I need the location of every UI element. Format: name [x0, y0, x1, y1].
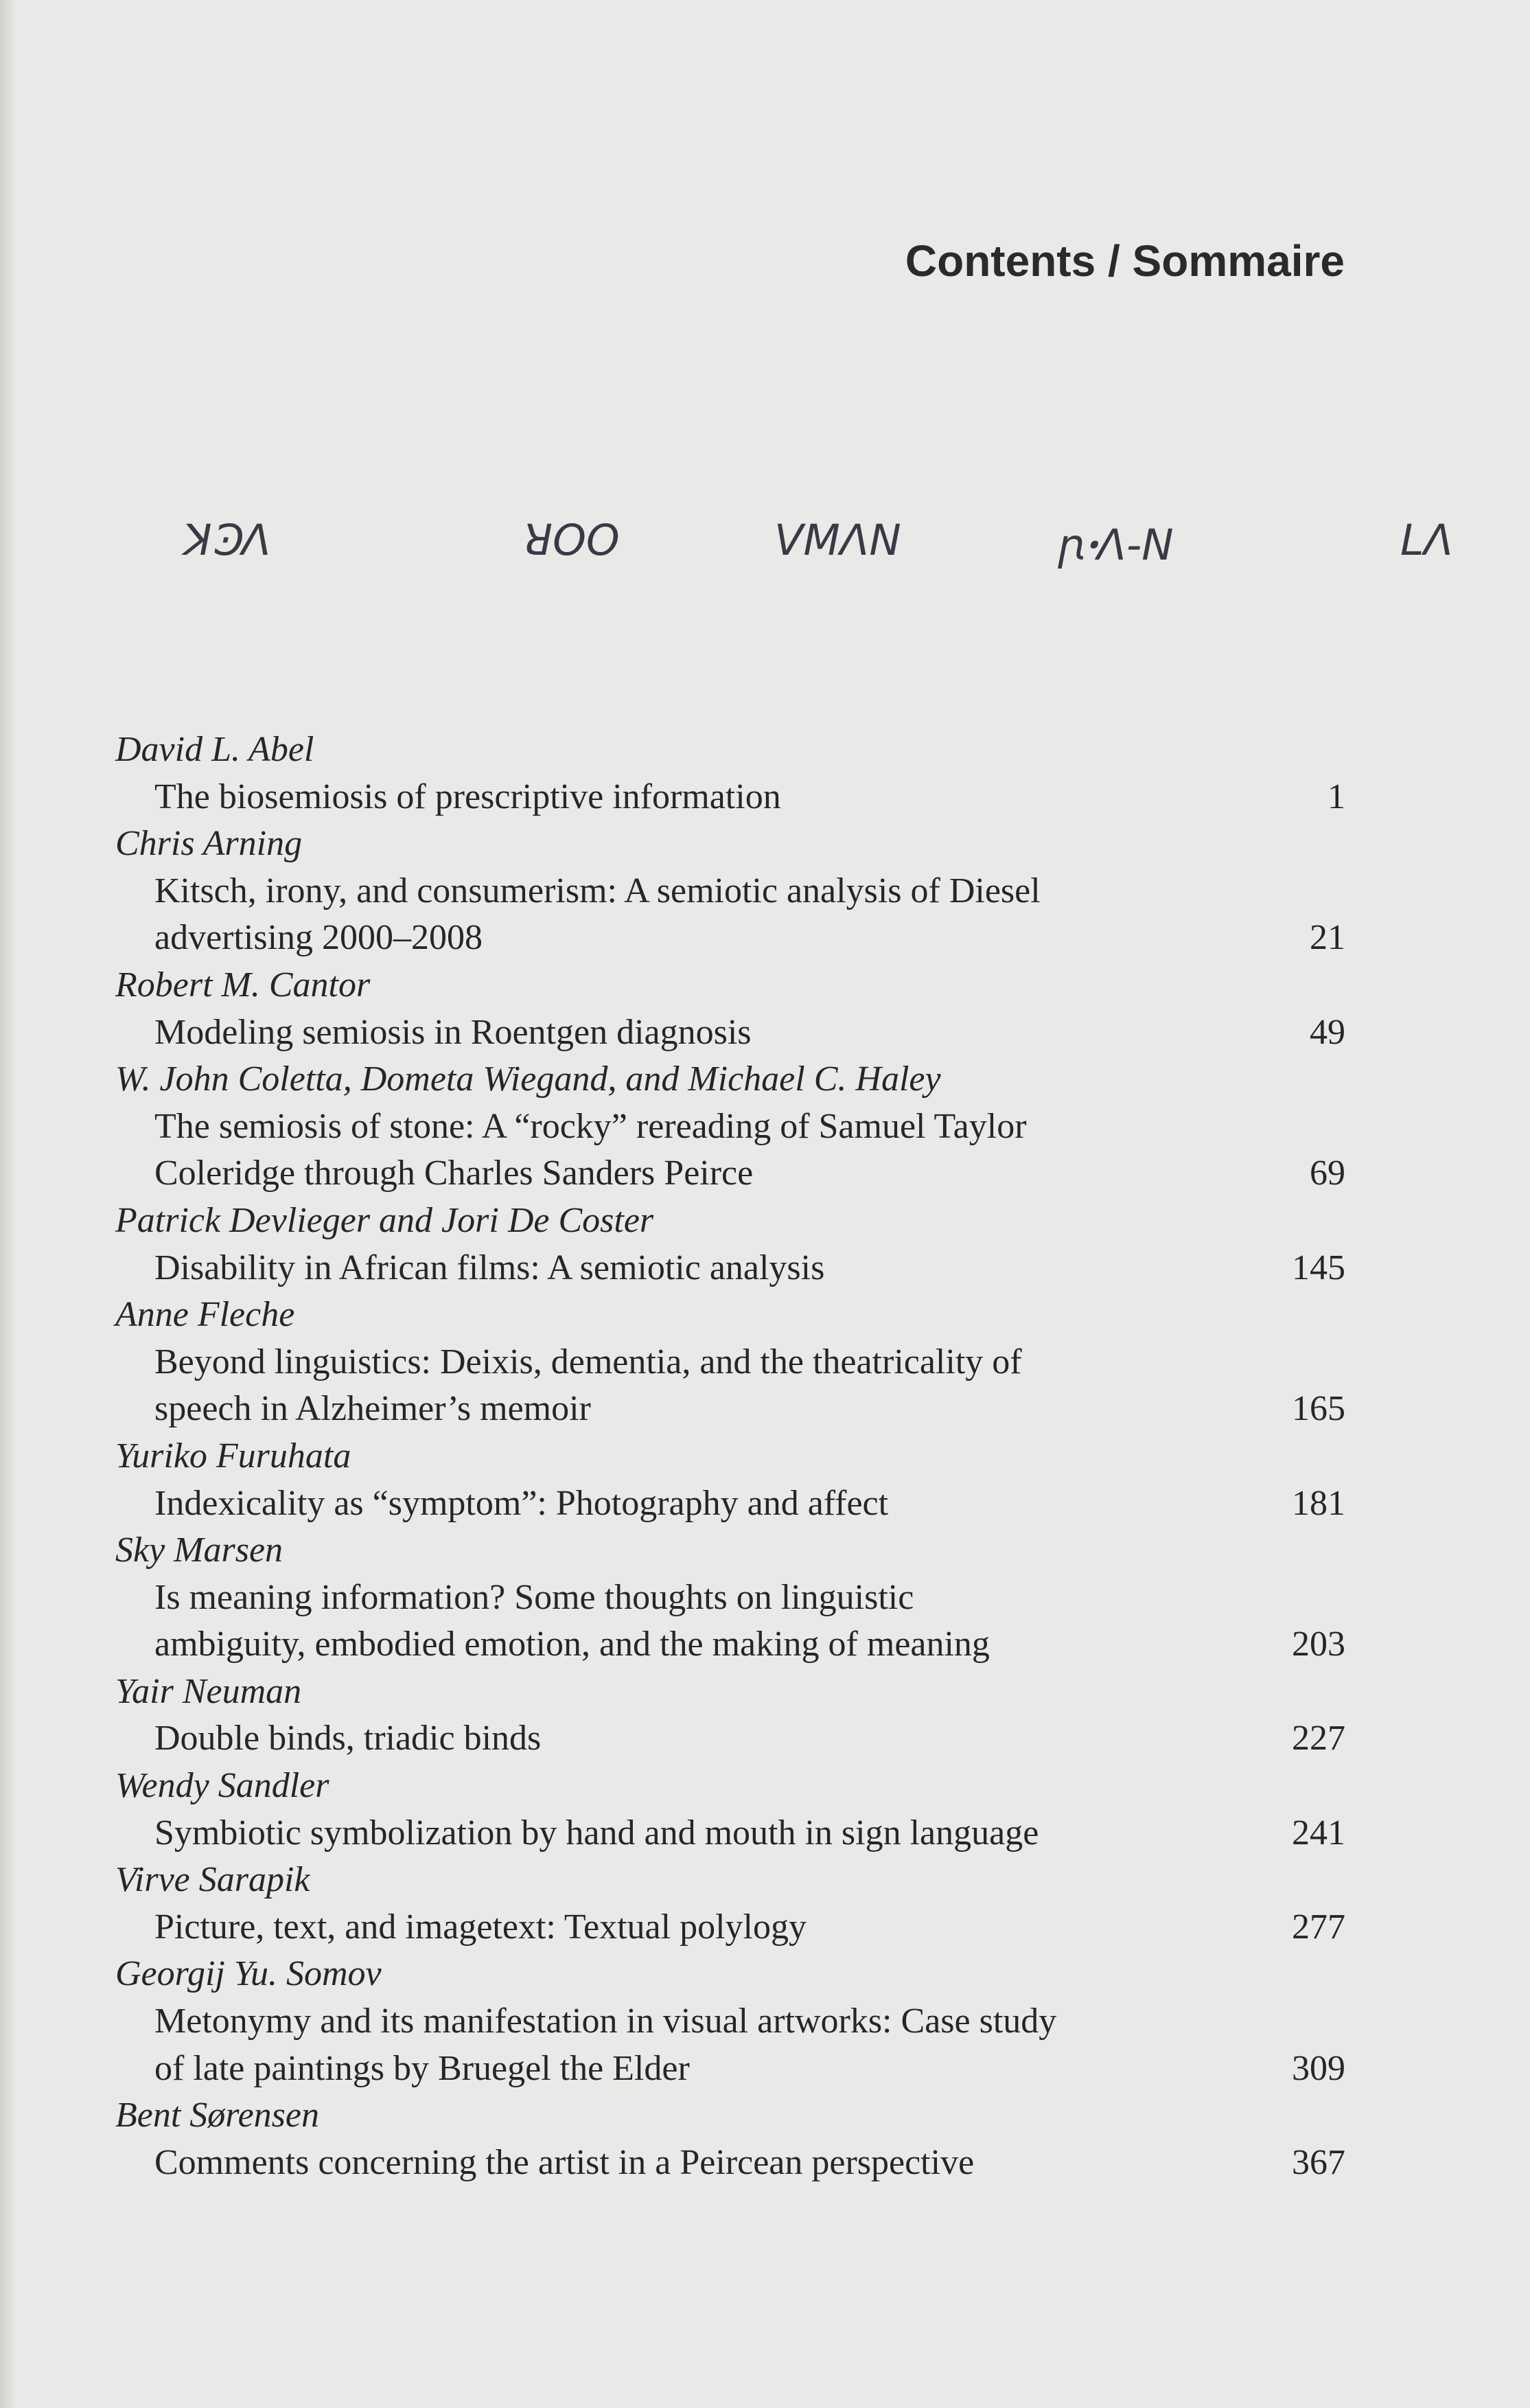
toc-title: [154, 1009, 1236, 1057]
page-title: Contents / Sommaire: [905, 236, 1345, 286]
toc-title: [154, 2140, 1236, 2187]
toc-title-row: [115, 1009, 1345, 1057]
toc-author: Bent Sørensen: [115, 2096, 319, 2135]
page-gutter: [0, 0, 16, 2408]
table-of-contents: [115, 726, 1345, 2186]
toc-title-line: speech in Alzheimer’s memoir: [154, 1389, 591, 1429]
toc-author: Wendy Sandler: [115, 1766, 329, 1806]
handwritten-annotation: [0, 515, 1530, 590]
toc-title: [154, 1998, 1236, 2092]
toc-author: Patrick Devlieger and Jori De Coster: [115, 1200, 654, 1240]
toc-entry: [115, 1527, 1345, 1669]
toc-author: Robert M. Cantor: [115, 965, 371, 1005]
toc-title-row: [115, 1998, 1345, 2092]
toc-page-number: 277: [1292, 1907, 1345, 1947]
handwritten-mark: ꓤꓳꓳ: [523, 515, 620, 565]
toc-title: [154, 774, 1236, 821]
toc-title-row: [115, 774, 1345, 821]
toc-title-line: Disability in African films: A semiotic analysis: [154, 1248, 825, 1287]
toc-title-line: Comments concerning the artist in a Peircean perspective: [154, 2142, 975, 2182]
toc-author: David L. Abel: [115, 730, 314, 769]
handwritten-mark: ꓦꓟꓥꓠ: [774, 515, 901, 565]
toc-entry: [115, 1669, 1345, 1763]
toc-title-row: [115, 1339, 1345, 1433]
toc-page-number: 241: [1292, 1813, 1345, 1853]
toc-title: [154, 868, 1236, 962]
toc-title: [154, 1904, 1236, 1951]
toc-title-row: [115, 1574, 1345, 1669]
toc-title: [154, 1574, 1236, 1669]
toc-title-row: [115, 868, 1345, 962]
toc-title: [154, 1103, 1236, 1197]
handwritten-mark: ꓘϿꓥ: [184, 515, 271, 565]
toc-author: Yuriko Furuhata: [115, 1436, 351, 1476]
toc-title-line: Kitsch, irony, and consumerism: A semiotic analysis of Diesel: [154, 871, 1041, 910]
handwritten-mark: ꓡꓥ: [1400, 515, 1453, 565]
handwritten-mark: ꞃꞏꓥ-ꓠ: [1057, 520, 1174, 570]
toc-title: [154, 1715, 1236, 1763]
toc-title-row: [115, 1103, 1345, 1197]
toc-title-row: [115, 1715, 1345, 1763]
toc-entry: [115, 1763, 1345, 1857]
toc-page-number: 181: [1292, 1483, 1345, 1523]
toc-title: [154, 1339, 1236, 1433]
toc-title-line: Picture, text, and imagetext: Textual polylogy: [154, 1907, 807, 1947]
toc-entry: [115, 1951, 1345, 2092]
toc-title-line: Beyond linguistics: Deixis, dementia, and the theatricality of: [154, 1342, 1022, 1381]
toc-page-number: 49: [1310, 1012, 1345, 1052]
toc-entry: [115, 1056, 1345, 1197]
toc-entry: [115, 821, 1345, 962]
toc-author: Virve Sarapik: [115, 1860, 310, 1900]
toc-entry: [115, 1292, 1345, 1433]
toc-entry: [115, 1197, 1345, 1292]
toc-title-line: The semiosis of stone: A “rocky” rereading of Samuel Taylor: [154, 1106, 1027, 1146]
toc-title-row: [115, 1810, 1345, 1857]
toc-author: Yair Neuman: [115, 1671, 302, 1711]
toc-page-number: 1: [1328, 777, 1345, 816]
toc-entry: [115, 1857, 1345, 1951]
toc-entry: [115, 726, 1345, 821]
toc-title-row: [115, 1480, 1345, 1528]
toc-page-number: 309: [1292, 2048, 1345, 2088]
toc-author: Chris Arning: [115, 824, 303, 864]
toc-title-line: Is meaning information? Some thoughts on linguistic: [154, 1577, 914, 1617]
toc-page-number: 367: [1292, 2142, 1345, 2182]
toc-title-line: advertising 2000–2008: [154, 918, 483, 958]
toc-title: [154, 1810, 1236, 1857]
toc-page-number: 165: [1292, 1389, 1345, 1429]
toc-entry: [115, 962, 1345, 1056]
toc-title-line: Coleridge through Charles Sanders Peirce: [154, 1154, 754, 1193]
toc-title: [154, 1245, 1236, 1292]
toc-page-number: 145: [1292, 1248, 1345, 1287]
toc-title-line: Modeling semiosis in Roentgen diagnosis: [154, 1012, 752, 1052]
toc-title-line: ambiguity, embodied emotion, and the making of meaning: [154, 1625, 990, 1664]
toc-page-number: 69: [1310, 1154, 1345, 1193]
toc-title-row: [115, 1904, 1345, 1951]
toc-author: Georgij Yu. Somov: [115, 1954, 382, 1994]
toc-title-line: Indexicality as “symptom”: Photography and affect: [154, 1483, 889, 1523]
toc-page-number: 21: [1310, 918, 1345, 958]
toc-title-line: The biosemiosis of prescriptive information: [154, 777, 781, 816]
toc-entry: [115, 2092, 1345, 2186]
toc-title-line: Symbiotic symbolization by hand and mouth in sign language: [154, 1813, 1039, 1853]
toc-entry: [115, 1433, 1345, 1527]
toc-title-line: Double binds, triadic binds: [154, 1719, 542, 1758]
toc-author: W. John Coletta, Dometa Wiegand, and Michael C. Haley: [115, 1059, 941, 1099]
toc-author: Anne Fleche: [115, 1295, 295, 1335]
toc-author: Sky Marsen: [115, 1530, 283, 1570]
toc-title-row: [115, 2140, 1345, 2187]
toc-page-number: 203: [1292, 1625, 1345, 1664]
toc-title-line: of late paintings by Bruegel the Elder: [154, 2048, 690, 2088]
toc-title-line: Metonymy and its manifestation in visual artworks: Case study: [154, 2002, 1057, 2041]
toc-title-row: [115, 1245, 1345, 1292]
toc-page-number: 227: [1292, 1719, 1345, 1758]
toc-title: [154, 1480, 1236, 1528]
